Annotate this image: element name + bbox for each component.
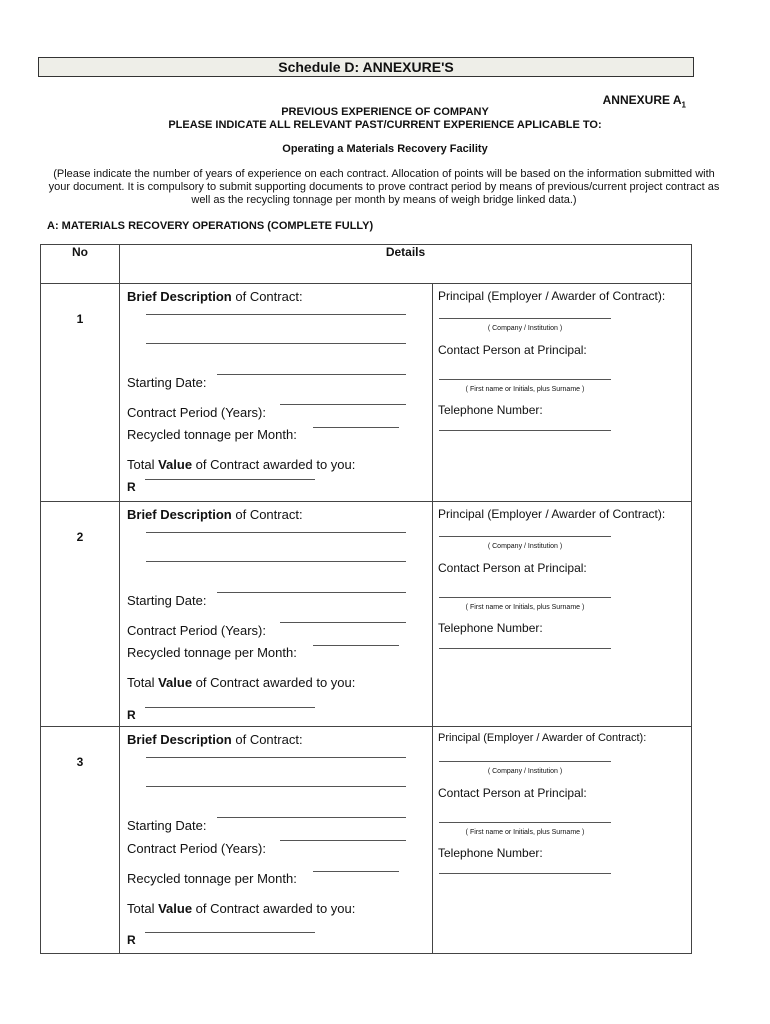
contact-person-field[interactable]: [439, 379, 611, 380]
contract-period-label: Contract Period (Years):: [127, 405, 266, 420]
previous-experience-heading: PREVIOUS EXPERIENCE OF COMPANY: [281, 106, 489, 118]
principal-field[interactable]: [439, 761, 611, 762]
contact-person-field[interactable]: [439, 597, 611, 598]
total-value-label: Total Value of Contract awarded to you:: [127, 457, 356, 472]
brief-description-label: Brief Description of Contract:: [127, 732, 303, 747]
annexure-label: ANNEXURE $A_1$: [602, 93, 686, 110]
name-hint: ( First name or Initials, plus Surname ): [465, 829, 585, 836]
starting-date-field[interactable]: [217, 817, 406, 818]
instructions-note: (Please indicate the number of years of experience on each contract. Allocation of points will be based on the information submitted with your document. It is compulsory to submit supporting documents to prove contract period by means of previous/current project contract as well as the recycling tonnage per month by means of weigh bridge linked data.): [48, 168, 720, 206]
telephone-label: Telephone Number:: [438, 403, 543, 417]
total-value-field[interactable]: [145, 707, 315, 708]
table-row: [41, 284, 692, 502]
total-value-field[interactable]: [145, 479, 315, 480]
name-hint: ( First name or Initials, plus Surname ): [465, 604, 585, 611]
telephone-field[interactable]: [439, 648, 611, 649]
details-column-header: Details: [120, 245, 692, 284]
schedule-title: Schedule D: ANNEXURE'S: [38, 57, 694, 77]
section-heading: A: MATERIALS RECOVERY OPERATIONS (COMPLETE FULLY): [47, 220, 374, 232]
contract-period-field[interactable]: [280, 404, 406, 405]
tonnage-field[interactable]: [313, 871, 399, 872]
company-hint: ( Company / Institution ): [487, 325, 563, 332]
telephone-label: Telephone Number:: [438, 846, 543, 860]
tonnage-label: Recycled tonnage per Month:: [127, 427, 297, 442]
total-value-label: Total Value of Contract awarded to you:: [127, 675, 356, 690]
description-field-2[interactable]: [146, 786, 406, 787]
tonnage-field[interactable]: [313, 427, 399, 428]
table-header-row: [41, 245, 692, 284]
experience-table: [40, 244, 692, 954]
company-hint: ( Company / Institution ): [487, 543, 563, 550]
name-hint: ( First name or Initials, plus Surname ): [465, 386, 585, 393]
principal-label: Principal (Employer / Awarder of Contract):: [438, 732, 647, 744]
indicate-experience-heading: PLEASE INDICATE ALL RELEVANT PAST/CURRENT EXPERIENCE APLICABLE TO:: [168, 119, 602, 131]
contract-period-field[interactable]: [280, 622, 406, 623]
rand-label: R: [127, 708, 136, 722]
principal-label: Principal (Employer / Awarder of Contract):: [438, 507, 666, 521]
contact-person-label: Contact Person at Principal:: [438, 786, 587, 800]
row-number: 1: [41, 284, 120, 502]
contract-details-cell: [120, 727, 433, 954]
row-number: 2: [41, 502, 120, 727]
contact-person-field[interactable]: [439, 822, 611, 823]
table-row: [41, 502, 692, 727]
principal-details-cell: [433, 284, 692, 502]
contact-person-label: Contact Person at Principal:: [438, 561, 587, 575]
starting-date-label: Starting Date:: [127, 593, 207, 608]
telephone-label: Telephone Number:: [438, 621, 543, 635]
facility-heading: Operating a Materials Recovery Facility: [282, 143, 488, 155]
no-column-header: No: [41, 245, 120, 284]
row-number: 3: [41, 727, 120, 954]
table-row: [41, 727, 692, 954]
brief-description-label: Brief Description of Contract:: [127, 289, 303, 304]
brief-description-label: Brief Description of Contract:: [127, 507, 303, 522]
contract-details-cell: [120, 284, 433, 502]
rand-label: R: [127, 480, 136, 494]
rand-label: R: [127, 933, 136, 947]
telephone-field[interactable]: [439, 430, 611, 431]
principal-details-cell: [433, 502, 692, 727]
principal-label: Principal (Employer / Awarder of Contract):: [438, 289, 666, 303]
principal-field[interactable]: [439, 318, 611, 319]
total-value-label: Total Value of Contract awarded to you:: [127, 901, 356, 916]
contract-details-cell: [120, 502, 433, 727]
description-field-1[interactable]: [146, 757, 406, 758]
company-hint: ( Company / Institution ): [487, 768, 563, 775]
description-field-2[interactable]: [146, 343, 406, 344]
starting-date-field[interactable]: [217, 592, 406, 593]
tonnage-field[interactable]: [313, 645, 399, 646]
description-field-2[interactable]: [146, 561, 406, 562]
principal-field[interactable]: [439, 536, 611, 537]
starting-date-label: Starting Date:: [127, 818, 207, 833]
description-field-1[interactable]: [146, 532, 406, 533]
principal-details-cell: [433, 727, 692, 954]
contract-period-label: Contract Period (Years):: [127, 623, 266, 638]
total-value-field[interactable]: [145, 932, 315, 933]
telephone-field[interactable]: [439, 873, 611, 874]
contract-period-field[interactable]: [280, 840, 406, 841]
starting-date-field[interactable]: [217, 374, 406, 375]
contact-person-label: Contact Person at Principal:: [438, 343, 587, 357]
tonnage-label: Recycled tonnage per Month:: [127, 871, 297, 886]
starting-date-label: Starting Date:: [127, 375, 207, 390]
tonnage-label: Recycled tonnage per Month:: [127, 645, 297, 660]
contract-period-label: Contract Period (Years):: [127, 841, 266, 856]
description-field-1[interactable]: [146, 314, 406, 315]
